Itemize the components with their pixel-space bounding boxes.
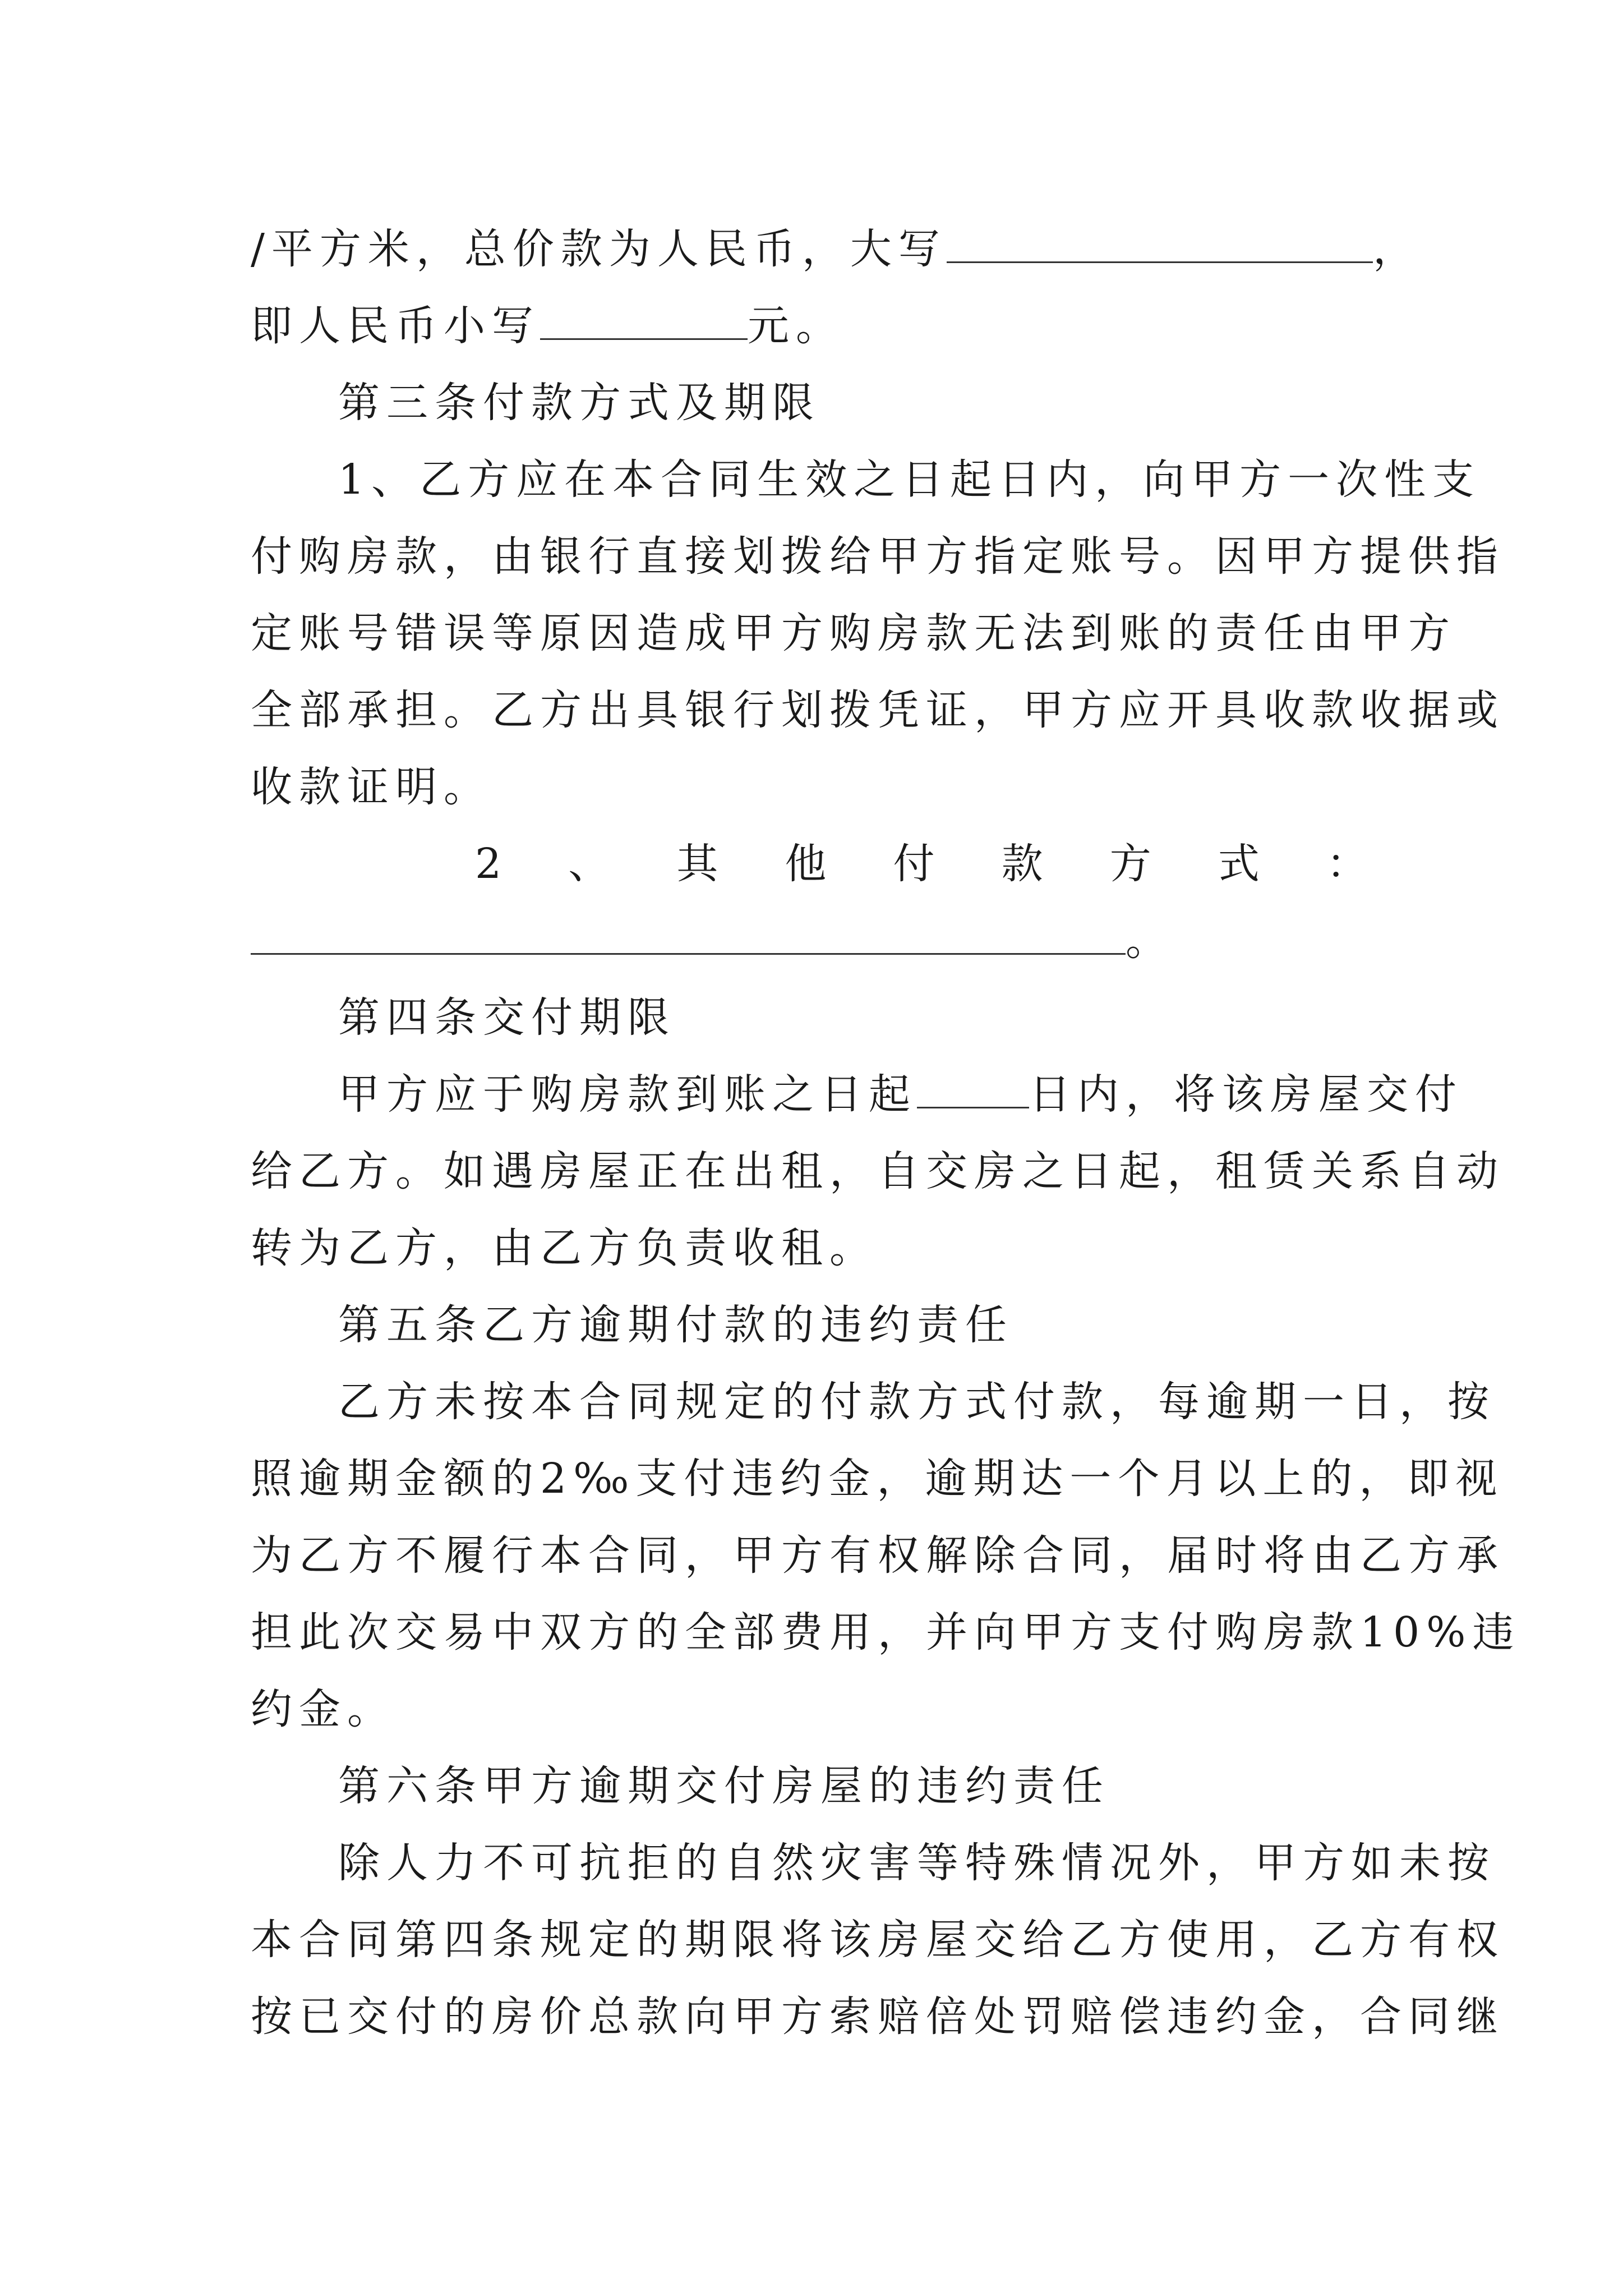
- text-segment: 元。: [748, 302, 844, 350]
- document-body: [251, 211, 1521, 2055]
- text-line: [251, 288, 1390, 365]
- spread-char: 2: [475, 840, 502, 888]
- spread-char: 方: [1109, 840, 1151, 888]
- text-line: 按已交付的房价总款向甲方索赔倍处罚赔偿违约金，合同继: [251, 1993, 1505, 2041]
- section-heading: 第四条交付期限: [338, 993, 676, 1042]
- text-line: [251, 1056, 1463, 1133]
- text-line: [251, 903, 1390, 979]
- text-segment: 甲方应于购房款到账之日起: [338, 1070, 917, 1119]
- text-line: 1、乙方应在本合同生效之日起日内，向甲方一次性支: [338, 455, 1481, 504]
- blank-underline: [917, 1068, 1029, 1108]
- text-line: 约金。: [251, 1685, 395, 1733]
- section-heading: 第三条付款方式及期限: [338, 379, 820, 427]
- text-segment: /平方米，总价款为人民币，大写: [251, 225, 947, 273]
- spread-char: 式: [1218, 840, 1260, 888]
- text-line: 收款证明。: [251, 763, 492, 811]
- text-line: 担此次交易中双方的全部费用，并向甲方支付购房款10%违: [251, 1608, 1521, 1657]
- text-line: 付购房款，由银行直接划拨给甲方指定账号。因甲方提供指: [251, 532, 1505, 581]
- text-line: 定账号错误等原因造成甲方购房款无法到账的责任由甲方: [251, 609, 1456, 657]
- text-segment: 日内，将该房屋交付: [1029, 1070, 1463, 1119]
- spread-char: ：: [1326, 840, 1368, 888]
- blank-underline: [251, 914, 1126, 955]
- blank-underline: [540, 299, 748, 340]
- text-line: 转为乙方，由乙方负责收租。: [251, 1224, 878, 1272]
- text-line: 照逾期金额的2‰支付违约金，逾期达一个月以上的，即视: [251, 1455, 1504, 1503]
- text-segment: 。: [1126, 917, 1174, 965]
- text-line: 全部承担。乙方出具银行划拨凭证，甲方应开具收款收据或: [251, 686, 1505, 734]
- spread-text-line: [251, 826, 1390, 903]
- spread-char: 其: [676, 840, 718, 888]
- text-line: 给乙方。如遇房屋正在出租，自交房之日起，租赁关系自动: [251, 1147, 1505, 1195]
- text-line: 除人力不可抗拒的自然灾害等特殊情况外，甲方如未按: [338, 1839, 1496, 1887]
- spread-char: 、: [568, 840, 610, 888]
- text-line: 乙方未按本合同规定的付款方式付款，每逾期一日，按: [338, 1378, 1496, 1426]
- section-heading: 第六条甲方逾期交付房屋的违约责任: [338, 1762, 1110, 1810]
- spread-char: 款: [1001, 840, 1043, 888]
- blank-underline: [947, 222, 1373, 263]
- text-line: 为乙方不履行本合同，甲方有权解除合同，届时将由乙方承: [251, 1531, 1505, 1580]
- section-heading: 第五条乙方逾期付款的违约责任: [338, 1301, 1013, 1349]
- spread-char: 他: [785, 840, 827, 888]
- text-segment: ，: [1372, 225, 1421, 273]
- spread-char: 付: [893, 840, 935, 888]
- text-line: [251, 211, 1421, 288]
- text-line: 本合同第四条规定的期限将该房屋交给乙方使用，乙方有权: [251, 1916, 1505, 1964]
- text-segment: 即人民币小写: [251, 302, 540, 350]
